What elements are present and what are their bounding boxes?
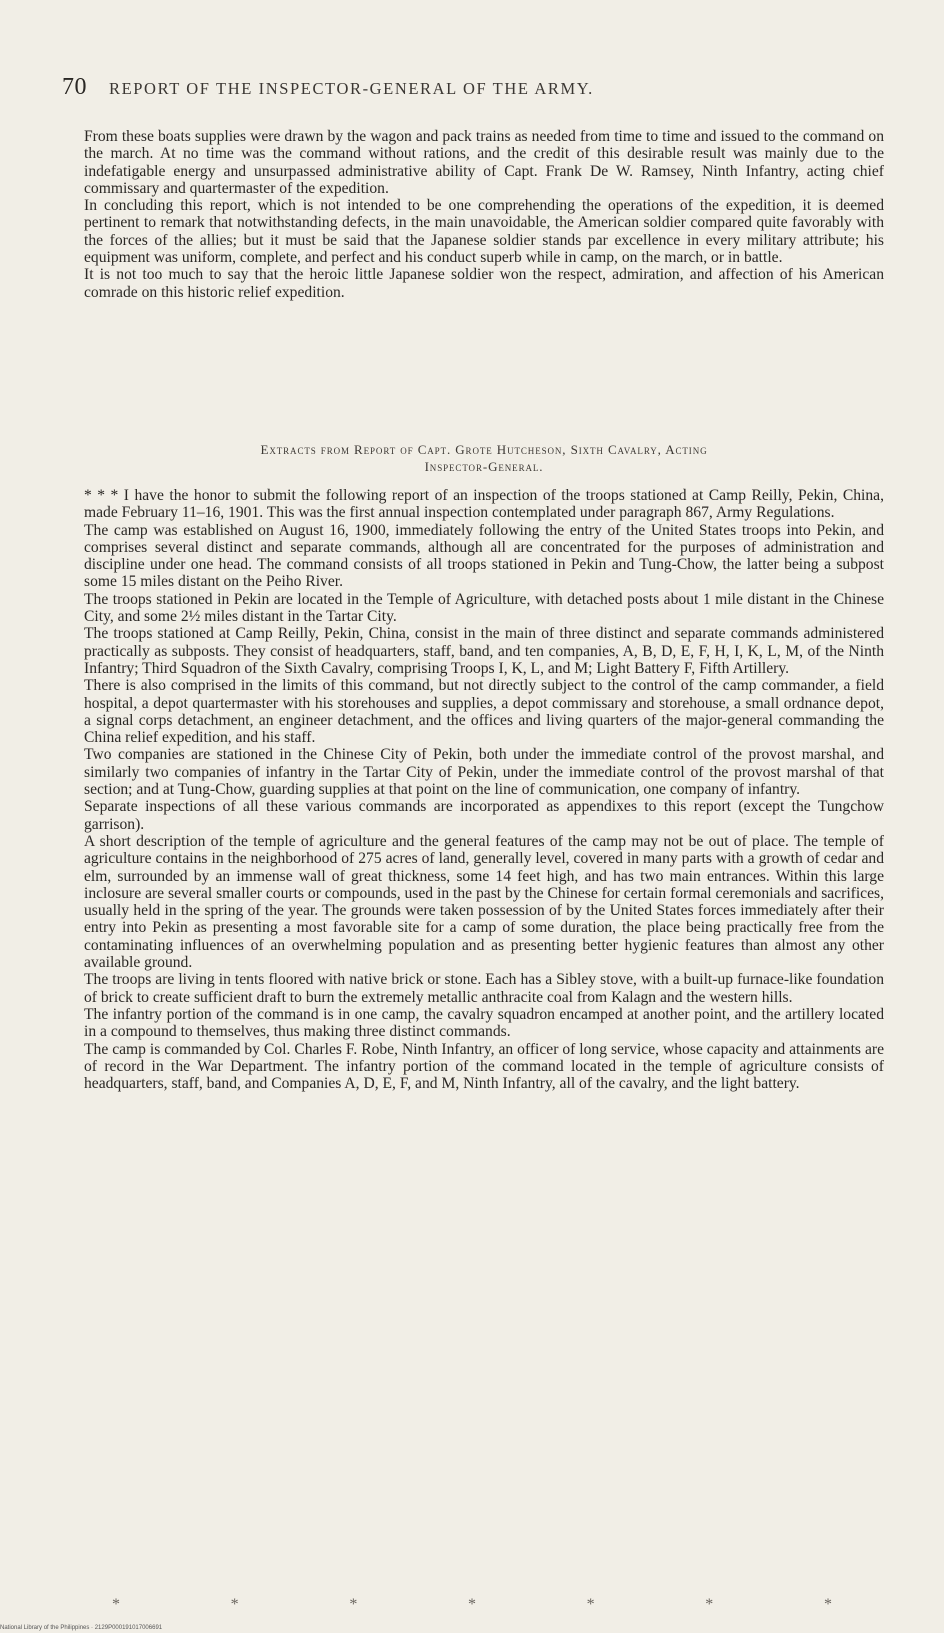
paragraph: There is also comprised in the limits of this command, but not directly subject to the control of the camp commander, a field hospital, a depot quartermaster with his storehouses and supplies, a depot commissary and storehouse, a small ordnance depot, a signal corps detachment, an engineer detachment, and the offices and living quarters of the major-general commanding the China relief expedition, and his staff. <box>84 677 884 747</box>
star-mark: * <box>586 1596 595 1613</box>
report-text <box>84 487 884 1092</box>
paragraph: From these boats supplies were drawn by the wagon and pack trains as needed from time to time and issued to the command on the march. At no time was the command without rations, and the credit of this desirable result was mainly due to the indefatigable energy and unsurpassed administrative ability of Capt. Frank De W. Ramsey, Ninth Infantry, acting chief commissary and quartermaster of the expedition. <box>84 128 884 197</box>
paragraph: The troops stationed in Pekin are located in the Temple of Agriculture, with detached posts about 1 mile distant in the Chinese City, and some 2½ miles distant in the Tartar City. <box>84 590 884 626</box>
star-mark: * <box>823 1596 832 1613</box>
scan-footer: National Library of the Philippines · 2129P000191017006691 <box>0 1625 163 1631</box>
star-mark: * <box>349 1596 358 1613</box>
paragraph: It is not too much to say that the heroic little Japanese soldier won the respect, admiration, and affection of his American comrade on this historic relief expedition. <box>84 266 884 301</box>
section-title-line-2: Inspector-General. <box>424 459 544 474</box>
paragraph: The camp is commanded by Col. Charles F. Robe, Ninth Infantry, an officer of long service, whose capacity and attainments are of record in the War Department. The infantry portion of the command located in the temple of agriculture consists of headquarters, staff, band, and Companies A, D, E, F, and M, Ninth Infantry, all of the cavalry, and the light battery. <box>84 1040 884 1093</box>
paragraph: The troops are living in tents floored with native brick or stone. Each has a Sibley stove, with a built-up furnace-like foundation of brick to create sufficient draft to burn the extremely metallic anthracite coal from Kalagn and the western hills. <box>84 971 884 1006</box>
star-mark: * <box>112 1596 120 1613</box>
intro-text <box>84 128 884 301</box>
star-mark: * <box>230 1596 239 1613</box>
section-title <box>84 441 884 475</box>
page-header <box>62 74 882 101</box>
paragraph: The troops stationed at Camp Reilly, Pekin, China, consist in the main of three distinct and separate commands administered practically as subposts. They consist of headquarters, staff, band, and ten companies, A, B, D, E, F, H, I, K, L, M, of the Ninth Infantry; Third Squadron of the Sixth Cavalry, comprising Troops I, K, L, and M; Light Battery F, Fifth Artillery. <box>84 625 884 677</box>
paragraph: The infantry portion of the command is in one camp, the cavalry squadron encamped at another point, and the artillery located in a compound to themselves, thus making three distinct commands. <box>84 1005 884 1041</box>
paragraph: In concluding this report, which is not intended to be one comprehending the operations of the expedition, it is deemed pertinent to remark that notwithstanding defects, in the main unavoidable, the American soldier compared quite favorably with the forces of the allies; but it must be said that the Japanese soldier stands par excellence in every military attribute; his equipment was uniform, complete, and perfect and his conduct superb while in camp, on the march, or in battle. <box>84 197 884 267</box>
paragraph: Separate inspections of all these various commands are incorporated as appendixes to this report (except the Tungchow garrison). <box>84 798 884 833</box>
ellipsis-stars <box>112 1596 832 1614</box>
page-number: 70 <box>62 74 87 100</box>
paragraph: * * * I have the honor to submit the following report of an inspection of the troops stationed at Camp Reilly, Pekin, China, made February 11–16, 1901. This was the first annual inspection contemplated under paragraph 867, Army Regulations. <box>84 487 884 522</box>
running-head: REPORT OF THE INSPECTOR-GENERAL OF THE ARMY. <box>109 79 594 98</box>
section-title-line-1: Extracts from Report of Capt. Grote Hutcheson, Sixth Cavalry, Acting <box>260 442 708 457</box>
star-mark: * <box>705 1596 714 1613</box>
paragraph: Two companies are stationed in the Chinese City of Pekin, both under the immediate control of the provost marshal, and similarly two companies of infantry in the Tartar City of Pekin, under the immediate control of the provost marshal of that section; and at Tung-Chow, guarding supplies at that point on the line of communication, one company of infantry. <box>84 746 884 799</box>
star-mark: * <box>467 1596 476 1613</box>
paragraph: The camp was established on August 16, 1900, immediately following the entry of the United States troops into Pekin, and comprises several distinct and separate commands, although all are concentrated for the purposes of administration and discipline under one head. The command consists of all troops stationed in Pekin and Tung-Chow, the latter being a subpost some 15 miles distant on the Peiho River. <box>84 521 884 591</box>
paragraph: A short description of the temple of agriculture and the general features of the camp may not be out of place. The temple of agriculture contains in the neighborhood of 275 acres of land, generally level, covered in many parts with a growth of cedar and elm, surrounded by an immense wall of great thickness, some 14 feet high, and has two main entrances. Within this large inclosure are several smaller courts or compounds, used in the past by the Chinese for certain formal ceremonials and sacrifices, usually held in the spring of the year. The grounds were taken possession of by the United States forces immediately after their entry into Pekin as presenting a most favorable site for a camp of some duration, the place being practically free from the contaminating influences of an overwhelming population and as presenting better hygienic features than almost any other available ground. <box>84 832 884 972</box>
